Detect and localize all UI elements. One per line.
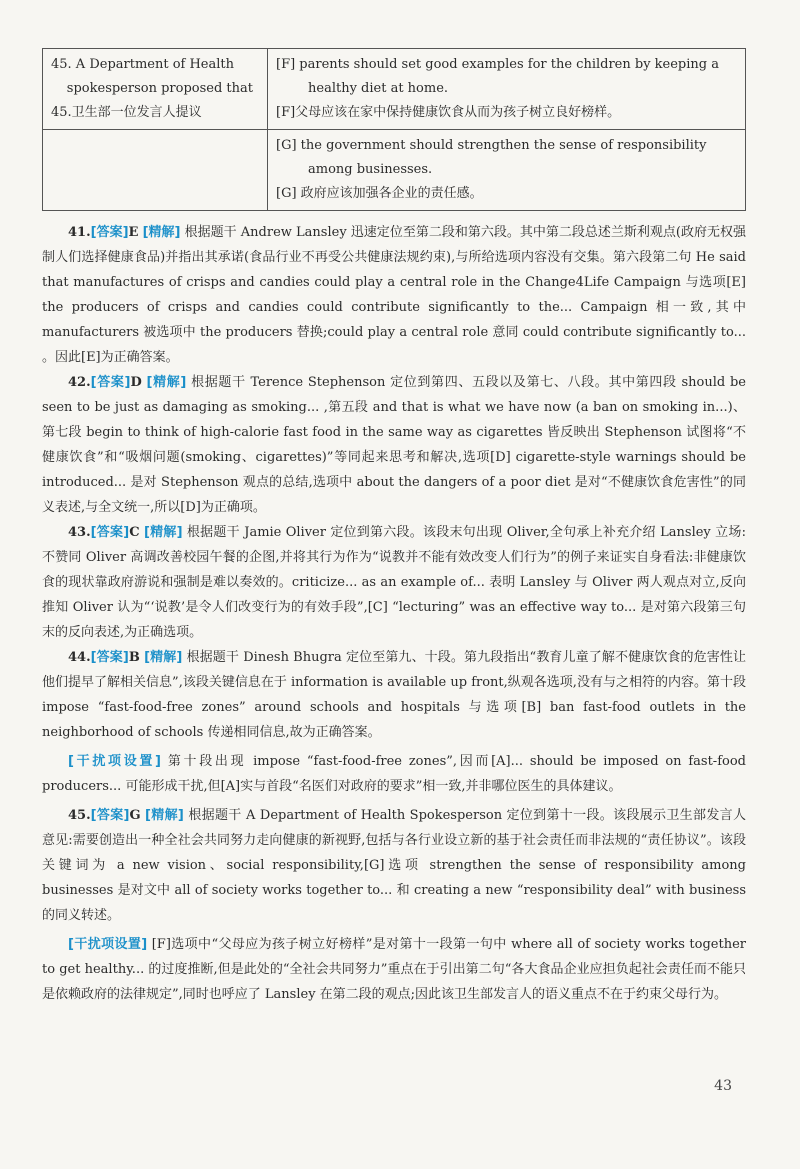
answer-item-41 (42, 220, 746, 370)
distractor-text: 第十段出现 impose “fast-food-free zones”,因而[A]... should be imposed on fast-food producers... 可能形成干扰,但[A]实与首段“名医们对政府的要求”相一致,并非哪位医生的具体建议。 (42, 754, 746, 794)
option-en-1: [G] the government should strengthen the sense of responsibility (276, 138, 707, 153)
item-number: 45. (68, 808, 91, 823)
question-en-2: spokesperson proposed that (66, 81, 253, 96)
option-cn: [G] 政府应该加强各企业的责任感。 (276, 186, 483, 201)
answer-letter: C (129, 525, 140, 540)
option-cell (268, 130, 746, 211)
answer-item-42 (42, 370, 746, 520)
answer-label: [答案] (90, 650, 129, 665)
distractor-text: [F]选项中“父母应为孩子树立好榜样”是对第十一段第一句中 where all of society works together to get healthy... 的过度推断,但是此处的“全社会共同努力”重点在于引出第二句“各大食品企业应担负起社会责任而不能只是依赖政府的法律规定”,同时也呼应了 Lansley 在第二段的观点;因此该卫生部发言人的语义重点不在于约束父母行为。 (42, 937, 746, 1002)
answer-letter: E (128, 225, 139, 240)
answer-label: [答案] (90, 225, 129, 240)
item-number: 43. (68, 525, 91, 540)
options-table (42, 48, 746, 211)
answer-item-44 (42, 645, 746, 745)
analysis-label: [精解] (145, 808, 184, 823)
distractor-note-45 (42, 932, 746, 1007)
option-en-2: healthy diet at home. (308, 81, 449, 96)
option-cn: [F]父母应该在家中保持健康饮食从而为孩子树立良好榜样。 (276, 105, 621, 120)
analysis-label: [精解] (142, 225, 181, 240)
option-cell (268, 49, 746, 130)
analysis-text: 根据题干 Jamie Oliver 定位到第六段。该段末句出现 Oliver,全句承上补充介绍 Lansley 立场:不赞同 Oliver 高调改善校园午餐的企图,并将其行为作为“说教并不能有效改变人们行为”的例子来证实自身看法:非健康饮食的现状靠政府游说和强制是难以奏效的。criticize... as an example of... 表明 Lansley 与 Oliver 两人观点对立,反向推知 Oliver 认为“‘说教’是令人们改变行为的有效手段”,[C] “lecturing” was an effective way to... 是对第六段第三句末的反向表述,为正确选项。 (42, 525, 746, 640)
question-cn: 45.卫生部一位发言人提议 (51, 105, 202, 120)
distractor-label: [干扰项设置] (68, 754, 162, 769)
analysis-text: 根据题干 Andrew Lansley 迅速定位至第二段和第六段。其中第二段总述兰斯利观点(政府无权强制人们选择健康食品)并指出其承诺(食品行业不再受公共健康法规约束),与所给选项内容没有交集。第六段第二句 He said that manufactures of crisps and candies could play a central role in the Change4Life Campaign 与选项[E] the producers of crisps and candies could contribute significantly to the... Campaign 相一致,其中 manufacturers 被选项中 the producers 替换;could play a central role 意同 could contribute significantly to... 。因此[E]为正确答案。 (42, 225, 746, 365)
answer-label: [答案] (90, 375, 131, 390)
page-number: 43 (714, 1078, 732, 1094)
item-number: 41. (68, 225, 91, 240)
answer-letter: D (130, 375, 142, 390)
analysis-text: 根据题干 Dinesh Bhugra 定位至第九、十段。第九段指出“教育儿童了解不健康饮食的危害性让他们提早了解相关信息”,该段关键信息在于 information is available up front,纵观各选项,没有与之相符的内容。第十段 impose “fast-food-free zones” around schools and hospitals 与选项[B] ban fast-food outlets in the neighborhood of schools 传递相同信息,故为正确答案。 (42, 650, 746, 740)
answer-letter: G (129, 808, 141, 823)
question-en-1: 45. A Department of Health (51, 57, 235, 72)
table-row (43, 130, 746, 211)
answer-item-45 (42, 803, 746, 928)
table-row (43, 49, 746, 130)
option-en-2: among businesses. (308, 162, 433, 177)
analysis-text: 根据题干 A Department of Health Spokesperson 定位到第十一段。该段展示卫生部发言人意见:需要创造出一种全社会共同努力走向健康的新视野,包括与各行业设立新的基于社会责任而非法规的“责任协议”。该段关键词为 a new vision、social responsibility,[G]选项 strengthen the sense of responsibility among businesses 是对文中 all of society works together to... 和 creating a new “responsibility deal” with business 的同义转述。 (42, 808, 746, 923)
answer-label: [答案] (90, 525, 130, 540)
question-cell (43, 49, 268, 130)
item-number: 42. (68, 375, 91, 390)
analysis-label: [精解] (144, 650, 183, 665)
distractor-label: [干扰项设置] (68, 937, 148, 952)
answer-item-43 (42, 520, 746, 645)
analysis-text: 根据题干 Terence Stephenson 定位到第四、五段以及第七、八段。其中第四段 should be seen to be just as damaging as smoking... ,第五段 and that is what we have now (a ban on smoking in...)、第七段 begin to think of high-calorie fast food in the same way as cigarettes 皆反映出 Stephenson 试图将“不健康饮食”和“吸烟问题(smoking、cigarettes)”等同起来思考和解决,选项[D] cigarette-style warnings should be introduced... 是对 Stephenson 观点的总结,选项中 about the dangers of a poor diet 是对“不健康饮食危害性”的同义表述,与全文统一,所以[D]为正确项。 (42, 375, 746, 515)
analysis-label: [精解] (146, 375, 187, 390)
answer-explanations (42, 220, 746, 1007)
analysis-label: [精解] (143, 525, 183, 540)
distractor-note-44 (42, 749, 746, 799)
option-en-1: [F] parents should set good examples for the children by keeping a (276, 57, 719, 72)
question-cell (43, 130, 268, 211)
item-number: 44. (68, 650, 91, 665)
answer-letter: B (128, 650, 140, 665)
answer-label: [答案] (90, 808, 130, 823)
